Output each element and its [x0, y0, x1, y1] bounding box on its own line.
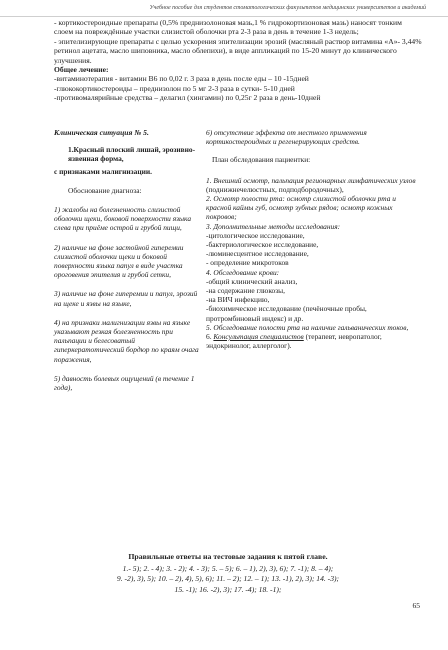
- exam-plan-heading: План обследования пациентки:: [212, 155, 311, 165]
- plan-subitem: -на содержание глюкозы,: [206, 286, 285, 296]
- list-item: -глюкокортикостероиды – преднизолон по 5 мг 2-3 раза в сутки- 5-10 дней: [54, 83, 295, 93]
- plan-item-3: 3. Дополнительные методы исследования:: [206, 221, 341, 231]
- page-number: 65: [412, 601, 420, 610]
- diagnosis-cont: с признаками малигнизации.: [54, 166, 152, 176]
- plan-item-6-title: Консультация специалистов: [213, 332, 304, 342]
- list-item: -витаминотерапия - витамин В6 по 0,02 г. 3 раза в день после еды – 10 -15дней: [54, 74, 309, 84]
- right-column: [206, 128, 416, 350]
- paragraph: - кортикостероидные препараты (0,5% преднизолоновая мазь,1 % гидрокортизоновая мазь) наносят тонким слоем на повреждённые участки слизистой оболочки рта 2-3 раза в день в течение 1-3 недель;: [54, 18, 402, 37]
- plan-item-1-text: (поднижнечелюстных, подподбородочных),: [206, 184, 344, 194]
- answers-row: 9. -2), 3), 5); 10. – 2), 4), 5), 6); 11. – 2); 12. – 1); 13. -1), 2), 3); 14. -3);: [116, 574, 340, 584]
- plan-subitem: -бактериологическое исследование,: [206, 240, 319, 250]
- left-column: [54, 128, 199, 392]
- plan-subitem: -биохимическое исследование (печёночные пробы, протромбиновый индекс) и др.: [206, 304, 367, 323]
- local-treatment-section: [54, 18, 422, 103]
- justification-point-6: 6) отсутствие эффекта от местного применения кортикостероидных и регенерирующих средств.: [206, 128, 367, 147]
- plan-subitem: -цитологическое исследование,: [206, 230, 305, 240]
- plan-item-4: 4. Обследование крови:: [206, 267, 280, 277]
- plan-item-6-num: 6.: [206, 332, 214, 342]
- justification-point: 5) давность болевых ощущений (в течение 1 года),: [54, 373, 195, 393]
- justification-point: 3) наличие на фоне гиперемии и папул, эрозий на щеке и язвы на языке,: [54, 289, 198, 308]
- diagnosis: 1.Красный плоский лишай, эрозивно-язвенная форма,: [68, 145, 196, 164]
- plan-subitem: -на ВИЧ инфекцию,: [206, 295, 270, 305]
- plan-item-6: [206, 332, 416, 350]
- answers-row: 1.- 5); 2. - 4); 3. - 2); 4. - 3); 5. – 5); 6. – 1), 2), 3), 6); 7. -1); 8. – 4);: [122, 564, 334, 574]
- plan-item-6-text: (терапевт, невропатолог, эндокринолог, аллерголог).: [206, 332, 382, 351]
- test-answers: [48, 552, 408, 595]
- answers-title: Правильные ответы на тестовые задания к пятой главе.: [128, 552, 328, 561]
- plan-item-1-title: 1. Внешний осмотр, пальпация регионарных лимфатических узлов: [206, 175, 416, 185]
- justification-point: 1) жалобы на болезненность слизистой оболочки щеки, боковой поверхности языка слева при приёме острой и грубой пищи,: [54, 205, 192, 233]
- plan-subitem: -люминесцентное исследование,: [206, 249, 309, 259]
- plan-subitem: -общий клинический анализ,: [206, 276, 298, 286]
- paragraph: - эпителизирующие препараты с целью ускорения эпителизации эрозий (масляный раствор витамина «А»- 3,44% ретинол ацетата, масло шиповника, масло облепихи), в виде аппликаций по 15-20 минут до клинического улучшения.: [54, 36, 422, 65]
- list-item: -противомалярийные средства – делагил (хингамин) по 0,25г 2 раза в день-10дней: [54, 93, 321, 103]
- general-treatment-heading: Общее лечение:: [54, 65, 109, 75]
- running-header: Учебное пособие для студентов стоматологических факультетов медицинских университетов и академий: [0, 5, 448, 17]
- situation-heading: Клиническая ситуация № 5.: [54, 128, 149, 137]
- justification-heading: Обоснование диагноза:: [68, 185, 142, 195]
- answers-row: 15. -1); 16. -2), 3); 17. -4); 18. -1);: [174, 584, 282, 594]
- plan-item-1: [206, 176, 416, 194]
- justification-point: 4) на признаки малигнизации язвы на языке указывают резкая болезненность при пальпации и белесоватый гиперкератотический бордюр по краям очага поражения,: [54, 317, 199, 364]
- plan-item-2: 2. Осмотр полости рта: осмотр слизистой оболочки рта и красной каймы губ, осмотр зубных рядов; осмотр кожных покровов;: [206, 194, 396, 222]
- plan-subitem: - определение микротоков: [206, 258, 289, 268]
- plan-item-5: 5. Обследование полости рта на наличие гальванических токов,: [206, 322, 409, 332]
- justification-point: 2) наличие на фоне застойной гиперемии слизистой оболочки щеки и боковой поверхности языка папул в виде участка ороговения эпителия и грубой сетки,: [54, 242, 184, 280]
